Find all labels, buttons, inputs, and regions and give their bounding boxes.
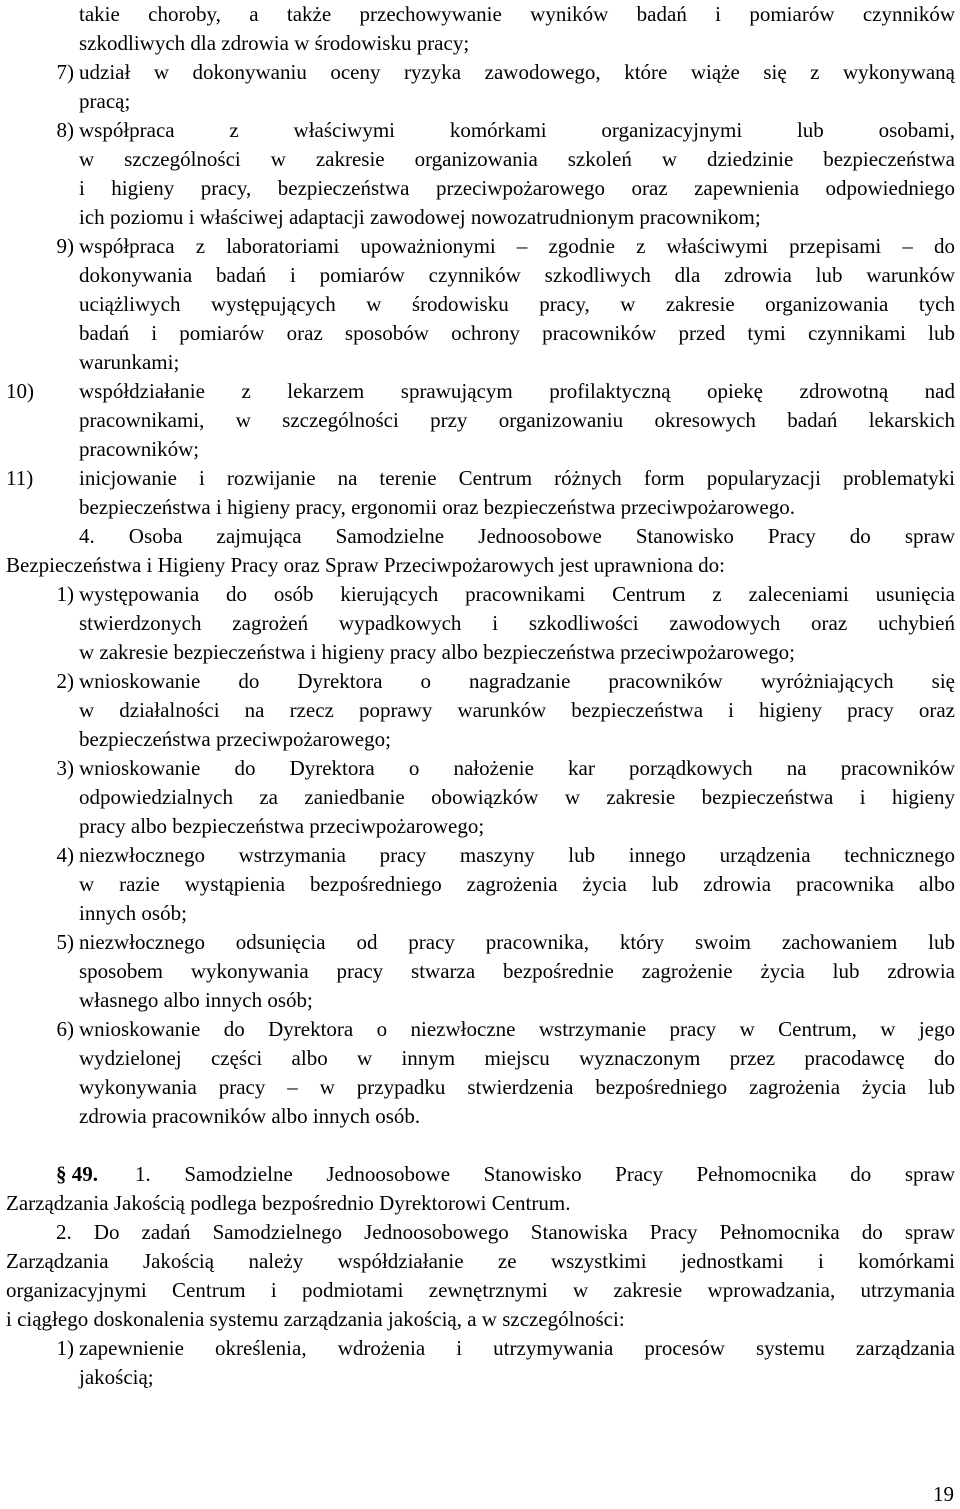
item-number: 3) [56, 756, 74, 780]
text-line: ich poziomu i właściwej adaptacji zawodowej nowozatrudnionym pracownikom; [79, 205, 761, 229]
text-line: inicjowanie i rozwijanie na terenie Centrum różnych form popularyzacji problematyki [79, 466, 955, 490]
text-line: i higieny pracy, bezpieczeństwa przeciwpożarowego oraz zapewnienia odpowiedniego [79, 176, 955, 200]
text-line: niezwłocznego wstrzymania pracy maszyny lub innego urządzenia technicznego [79, 843, 955, 867]
section-number: § 49. [56, 1162, 98, 1186]
text-line: Zarządzania Jakością należy współdziałanie ze wszystkimi jednostkami i komórkami [6, 1249, 955, 1273]
text-line: zdrowia pracowników albo innych osób. [79, 1104, 421, 1128]
text-line: współpraca z właściwymi komórkami organizacyjnymi lub osobami, [79, 118, 955, 142]
text-line: uciążliwych występujących w środowisku pracy, w zakresie organizowania tych [79, 292, 955, 316]
text-line: wydzielonej części albo w innym miejscu wyznaczonym przez pracodawcę do [79, 1046, 955, 1070]
text-line: własnego albo innych osób; [79, 988, 313, 1012]
text-line: szkodliwych dla zdrowia w środowisku pracy; [79, 31, 470, 55]
text-line: bezpieczeństwa i higieny pracy, ergonomii oraz bezpieczeństwa przeciwpożarowego. [79, 495, 795, 519]
paragraph-4-start: 4. Osoba zajmująca Samodzielne Jednoosobowe Stanowisko Pracy do spraw [79, 524, 955, 548]
item-number: 4) [56, 843, 74, 867]
text-line: i ciągłego doskonalenia systemu zarządzania jakością, a w szczególności: [6, 1307, 625, 1331]
text-line: pracownikami, w szczególności przy organizowaniu okresowych badań lekarskich [79, 408, 955, 432]
text-line: pracą; [79, 89, 131, 113]
text-line: wnioskowanie do Dyrektora o nagradzanie pracowników wyróżniających się [79, 669, 955, 693]
page-number: 19 [933, 1482, 954, 1506]
item-number: 2) [56, 669, 74, 693]
text-line: jakością; [79, 1365, 154, 1389]
text-line: odpowiedzialnych za zaniedbanie obowiązków w zakresie bezpieczeństwa i higieny [79, 785, 955, 809]
text-line: badań i pomiarów oraz sposobów ochrony pracowników przed tymi czynnikami lub [79, 321, 955, 345]
item-number: 8) [56, 118, 74, 142]
text-line: warunkami; [79, 350, 180, 374]
item-number: 6) [56, 1017, 74, 1041]
item-number: 9) [56, 234, 74, 258]
text-line: udział w dokonywaniu oceny ryzyka zawodowego, które wiąże się z wykonywaną [79, 60, 955, 84]
text-line: współpraca z laboratoriami upoważnionymi – zgodnie z właściwymi przepisami – do [79, 234, 955, 258]
text-line: niezwłocznego odsunięcia od pracy pracownika, który swoim zachowaniem lub [79, 930, 955, 954]
text-line: Bezpieczeństwa i Higieny Pracy oraz Spraw Przeciwpożarowych jest uprawniona do: [6, 553, 725, 577]
text-line: wykonywania pracy – w przypadku stwierdzenia bezpośredniego zagrożenia życia lub [79, 1075, 955, 1099]
text-line: występowania do osób kierujących pracownikami Centrum z zaleceniami usunięcia [79, 582, 955, 606]
item-number: 1) [56, 582, 74, 606]
text-line: bezpieczeństwa przeciwpożarowego; [79, 727, 391, 751]
text-line: stwierdzonych zagrożeń wypadkowych i szkodliwości zawodowych oraz uchybień [79, 611, 955, 635]
text-line: wnioskowanie do Dyrektora o niezwłoczne wstrzymanie pracy w Centrum, w jego [79, 1017, 955, 1041]
text-line: 1. Samodzielne Jednoosobowe Stanowisko Pracy Pełnomocnika do spraw [135, 1162, 955, 1186]
text-line: takie choroby, a także przechowywanie wyników badań i pomiarów czynników [79, 2, 955, 26]
item-number: 11) [6, 466, 34, 490]
text-line: dokonywania badań i pomiarów czynników szkodliwych dla zdrowia lub warunków [79, 263, 955, 287]
text-line: w razie wystąpienia bezpośredniego zagrożenia życia lub zdrowia pracownika albo [79, 872, 955, 896]
text-line: w szczególności w zakresie organizowania szkoleń w dziedzinie bezpieczeństwa [79, 147, 955, 171]
item-number: 10) [6, 379, 34, 403]
item-number: 5) [56, 930, 74, 954]
text-line: organizacyjnymi Centrum i podmiotami zewnętrznymi w zakresie wprowadzania, utrzymania [6, 1278, 955, 1302]
text-line: Zarządzania Jakością podlega bezpośrednio Dyrektorowi Centrum. [6, 1191, 571, 1215]
text-line: pracowników; [79, 437, 200, 461]
paragraph-2-start: 2. Do zadań Samodzielnego Jednoosobowego Stanowiska Pracy Pełnomocnika do spraw [56, 1220, 955, 1244]
text-line: w zakresie bezpieczeństwa i higieny pracy albo bezpieczeństwa przeciwpożarowego; [79, 640, 795, 664]
text-line: w działalności na rzecz poprawy warunków bezpieczeństwa i higieny pracy oraz [79, 698, 955, 722]
text-line: zapewnienie określenia, wdrożenia i utrzymywania procesów systemu zarządzania [79, 1336, 955, 1360]
text-line: pracy albo bezpieczeństwa przeciwpożarowego; [79, 814, 485, 838]
text-line: innych osób; [79, 901, 187, 925]
item-number: 1) [56, 1336, 74, 1360]
text-line: współdziałanie z lekarzem sprawującym profilaktyczną opiekę zdrowotną nad [79, 379, 955, 403]
item-number: 7) [56, 60, 74, 84]
text-line: sposobem wykonywania pracy stwarza bezpośrednie zagrożenie życia lub zdrowia [79, 959, 955, 983]
text-line: wnioskowanie do Dyrektora o nałożenie kar porządkowych na pracowników [79, 756, 955, 780]
